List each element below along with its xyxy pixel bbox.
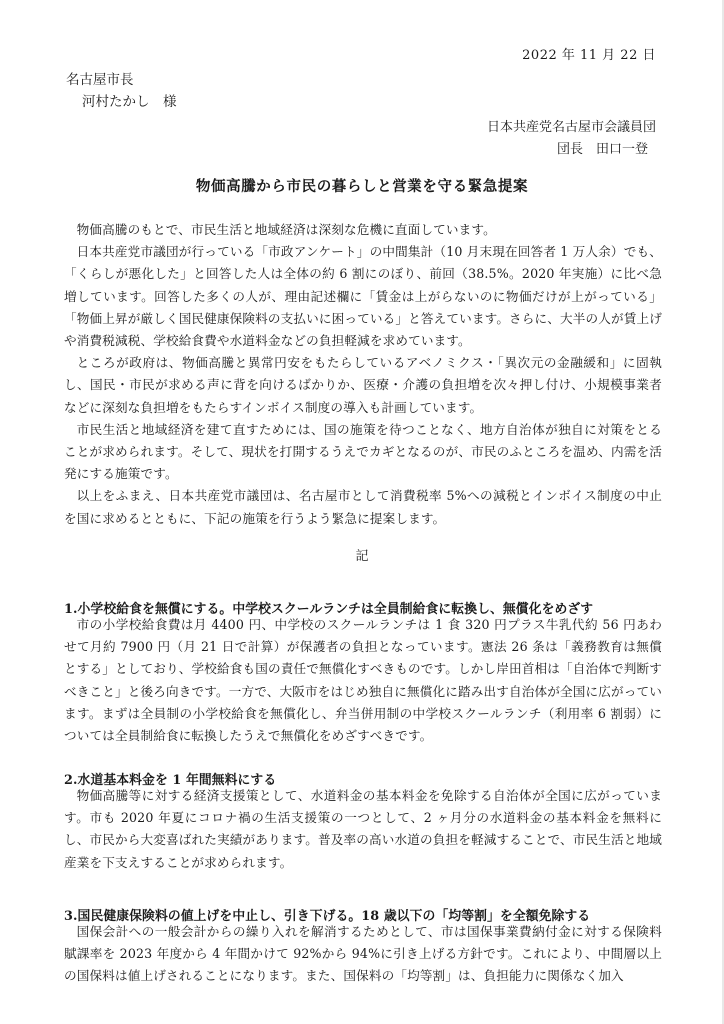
intro-section: [64, 219, 662, 530]
intro-paragraph-2: 日本共産党市議団が行っている「市政アンケート」の中間集計（10 月末現在回答者 1 万人余）でも、「くらしが悪化した」と回答した人は全体の約 6 割にのぼり、前回（38.5%。2020 年実施）に比べ急増しています。回答した多くの人が、理由記述欄に「賃金は上がらないのに物価だけが上がっている」「物価上昇が厳しく国民健康保険料の支払いに困っている」と答えています。さらに、大半の人が賃上げや消費税減税、学校給食費や水道料金などの負担軽減を求めています。: [64, 244, 662, 349]
section-1-body-block: [64, 614, 662, 747]
section-2-heading: 2.水道基本料金を 1 年間無料にする: [64, 773, 277, 788]
ki-marker: 記: [355, 549, 369, 564]
section-2-body: 物価高騰等に対する経済支援策として、水道料金の基本料金を免除する自治体が全国に広がっています。市も 2020 年夏にコロナ禍の生活支援策の一つとして、2 ヶ月分の水道料金の基本料金を無料にし、市民から大変喜ばれた実績があります。普及率の高い水道の負担を軽減することで、市民生活と地域産業を下支えすることが求められます。: [64, 788, 662, 870]
section-1-body: 市の小学校給食費は月 4400 円、中学校のスクールランチは 1 食 320 円プラス牛乳代約 56 円あわせて月約 7900 円（月 21 日で計算）が保護者の負担となっています。憲法 26 条は「義務教育は無償とする」としており、学校給食も国の責任で無償化すべきものです。しかし岸田首相は「自治体で判断すべきこと」と後ろ向きです。一方で、大阪市をはじめ独自に無償化に踏み出す自治体が全国に広がっています。まずは全員制の小学校給食を無償化し、弁当併用制の中学校スクールランチ（利用率 6 割弱）については全員制給食に転換したうえで無償化をめざすべきです。: [64, 617, 662, 744]
sender-organization: 日本共産党名古屋市会議員団: [486, 120, 656, 135]
intro-paragraph-5: 以上をふまえ、日本共産党市議団は、名古屋市として消費税率 5%への減税とインボイス制度の中止を国に求めるとともに、下記の施策を行うよう緊急に提案します。: [64, 488, 662, 526]
section-3-body: 国保会計への一般会計からの繰り入れを解消するためとして、市は国保事業費納付金に対する保険料賦課率を 2023 年度から 4 年間かけて 92%から 94%に引き上げる方針です。これにより、中間層以上の国保料は値上げされることになります。また、国保料の「均等割」は、負担能力に関係なく加入: [64, 924, 662, 984]
addressee-title: 名古屋市長: [66, 72, 134, 88]
document-date: 2022 年 11 月 22 日: [522, 48, 656, 63]
sender-name: 団長 田口一登: [556, 142, 648, 157]
intro-paragraph-3: ところが政府は、物価高騰と異常円安をもたらしているアベノミクス・「異次元の金融緩和」に固執し、国民・市民が求める声に背を向けるばかりか、医療・介護の負担増を次々押し付け、小規模事業者などに深刻な負担増をもたらすインボイス制度の導入も計画しています。: [64, 355, 662, 415]
document-title: 物価高騰から市民の暮らしと営業を守る緊急提案: [195, 178, 529, 195]
section-2-body-block: [64, 785, 662, 874]
section-3-body-block: [64, 921, 662, 988]
section-3-heading: 3.国民健康保険料の値上げを中止し、引き下げる。18 歳以下の「均等割」を全額免除する: [64, 909, 591, 924]
section-1-heading: 1.小学校給食を無償にする。中学校スクールランチは全員制給食に転換し、無償化をめざす: [64, 602, 594, 617]
intro-paragraph-1: 物価高騰のもとで、市民生活と地域経済は深刻な危機に直面しています。: [76, 222, 496, 237]
addressee-name: 河村たかし 様: [82, 94, 177, 110]
intro-paragraph-4: 市民生活と地域経済を建て直すためには、国の施策を待つことなく、地方自治体が独自に対策をとることが求められます。そして、現状を打開するうえでカギとなるのが、市民のふところを温め、内需を活発にする施策です。: [64, 421, 662, 482]
